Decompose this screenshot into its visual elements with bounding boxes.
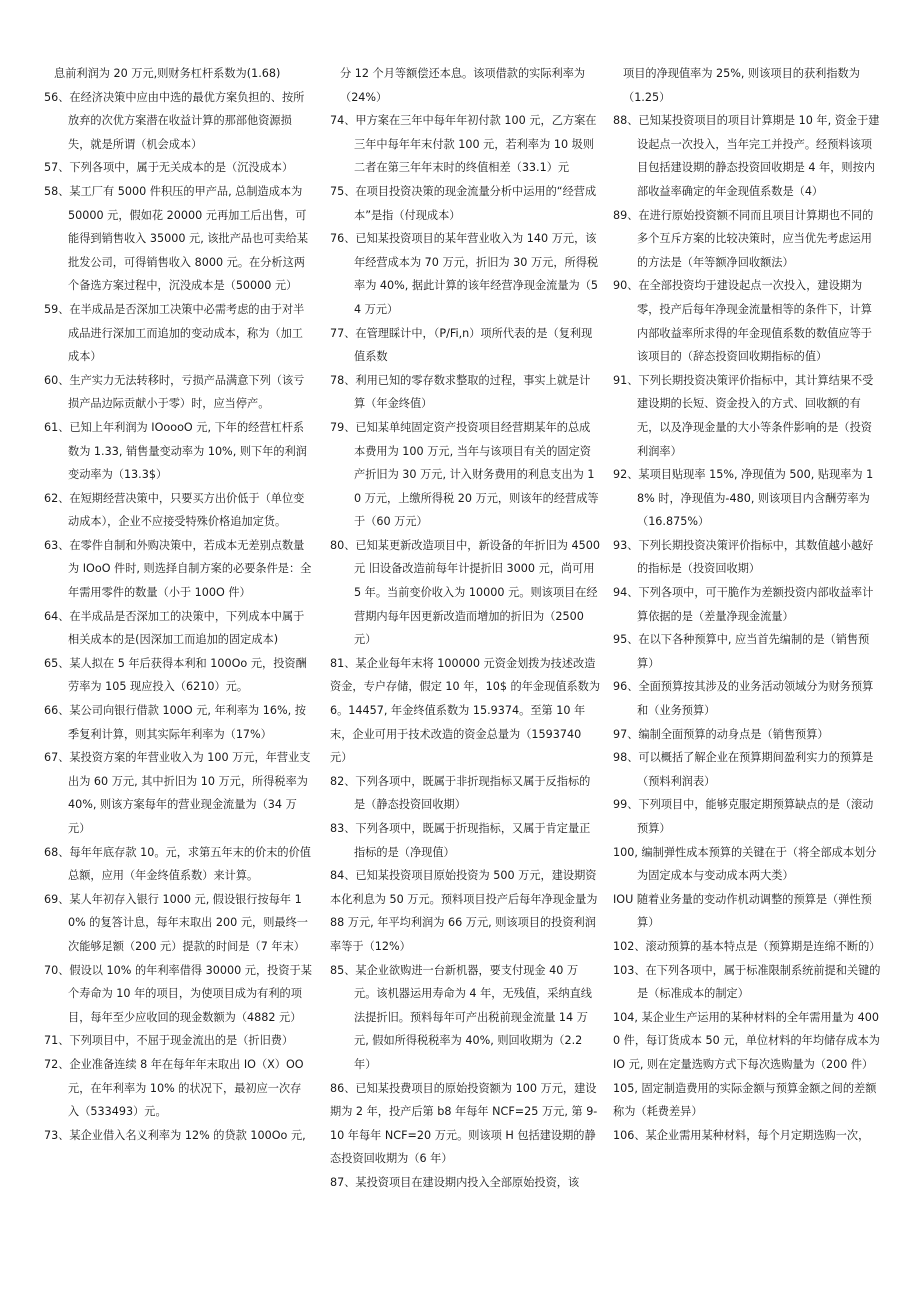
question-item: 85、某企业欲购进一台新机器，要支付现金 40 万元。该机器运用寿命为 4 年，无残值，采纳直线法提折旧。预料每年可产出税前现金流量 14 万元, 假如所得税税率为 40%, 则回收期为（2.2 年） bbox=[330, 963, 592, 1071]
question-item: 66、某公司向银行借款 100O 元, 年利率为 16%, 按季复利计算，则其实际年利率为（17%） bbox=[44, 704, 306, 741]
question-item: 84、已知某投资项目原始投资为 500 万元，建设期资本化利息为 50 万元。预料项目投产后每年净现金量为 88 万元, 年平均利润为 66 万元, 则该项目的投资利润率等于（12%） bbox=[330, 869, 598, 953]
question-item: 60、生产实力无法转移时，亏损产品满意下列（该亏损产品边际贡献小于零）时，应当停产。 bbox=[44, 373, 305, 411]
question-item: 96、全面预算按其涉及的业务活动领域分为财务预算和（业务预算） bbox=[613, 680, 874, 718]
question-item: 90、在全部投资均于建设起点一次投入，建设期为零，投产后每年净现金流量相等的条件下，计算内部收益率所求得的年金现值系数的数值应等于该项目的（辞态投资回收期指标的值） bbox=[613, 279, 872, 364]
question-item: 70、假设以 10% 的年利率借得 30000 元，投资于某个寿命为 10 年的项目，为使项目成为有利的项目，每年至少应收回的现金数额为（4882 元） bbox=[44, 963, 312, 1024]
question-item: 78、利用已知的零存数求整取的过程，事实上就是计算（年金终值） bbox=[330, 373, 591, 411]
question-item: 69、某人年初存入银行 1000 元, 假设银行按每年 10% 的复答计息，每年末取出 200 元，则最终一次能够足额（200 元）提款的时间是（7 年末） bbox=[44, 892, 308, 953]
question-item: 87、某投资项目在建设期内投入全部原始投资，该 bbox=[330, 1175, 580, 1189]
question-item: 83、下列各项中，既属于折现指标，又属于肯定量正指标的是（净现值） bbox=[330, 822, 591, 859]
question-item: 88、已知某投资项目的项目计算期是 10 年, 资金于建设起点一次投入，当年完工并投产。经预料该项目包括建设期的静态投资回收期是 4 年，则按内部收益率确定的年金现值系数是（4） bbox=[613, 114, 880, 198]
question-item: 56、在经济决策中应由中选的最优方案负担的、按所放弃的次优方案潜在收益计算的那部他资源损失，就是所谓（机会成本） bbox=[44, 90, 305, 151]
question-item: 106、某企业需用某种材料，每个月定期选购一次， bbox=[613, 1128, 870, 1142]
question-item: IOU 随着业务量的变动作机动调整的预算是（弹性预算） bbox=[613, 892, 872, 930]
question-item: 77、在管理睬计中，（P/Fi,n）项所代表的是（复利现值系数 bbox=[330, 326, 593, 364]
question-item: 79、已知某单纯固定资产投资项目经营期某年的总成本费用为 100 万元, 当年与该项目有关的固定资产折旧为 30 万元, 计入财务费用的利息支出为 10 万元，上缴所得税 20 万元，则该年的经营成等于（60 万元） bbox=[330, 420, 599, 529]
question-item: 94、下列各项中，可干脆作为差额投资内部收益率计算依据的是（差量净现金流量） bbox=[613, 586, 874, 623]
question-item: 59、在半成品是否深加工决策中必需考虑的由于对半成品进行深加工而追加的变动成本，称为（加工成本） bbox=[44, 302, 305, 364]
column-right bbox=[613, 62, 881, 1147]
question-item: 86、已知某投费项目的原始投资额为 100 万元，建设期为 2 年，投产后第 b8 年每年 NCF=25 万元, 第 9-10 年每年 NCF=20 万元。则该项 H 包括建设期的静态投资回收期为（6 年） bbox=[330, 1081, 598, 1166]
question-item: 89、在进行原始投资额不同而且项目计算期也不同的多个互斥方案的比较决策时，应当优先考虑运用的方法是（年等额净回收额法） bbox=[613, 208, 874, 269]
question-item: 61、已知上年利润为 IOoooO 元, 下年的经营杠杆系数为 1.33, 销售量变动率为 10%, 则下年的利润变动率为（13.3$） bbox=[44, 420, 307, 482]
question-item: 80、已知某更新改造项目中，新设备的年折旧为 4500 元 旧设备改造前每年计提折旧 3000 元，尚可用 5 年。当前变价收入为 10000 元。则该项目在经营期内每年因更新改造而增加的折旧为（2500 元） bbox=[330, 538, 601, 647]
question-item: 105, 固定制造费用的实际金额与预算金额之间的差额称为（耗费差异） bbox=[613, 1081, 877, 1119]
question-item: 71、下列项目中，不屈于现金流出的是（折旧费） bbox=[44, 1034, 294, 1048]
question-item: 76、已知某投资项目的某年营业收入为 140 万元，该年经营成本为 70 万元，折旧为 30 万元，所得税率为 40%, 据此计算的该年经营净现金流量为（54 万元） bbox=[330, 232, 599, 316]
question-item: 74、甲方案在三年中每年年初付款 100 元，乙方案在三年中每年年末付款 100 元，若利率为 10 圾则二者在第三年年末时的终值相差（33.1）元 bbox=[330, 114, 597, 175]
column-middle bbox=[330, 62, 600, 1195]
question-item: 103、在下列各项中，属于标准限制系统前提和关键的是（标准成本的制定） bbox=[613, 963, 881, 1001]
question-item: 73、某企业借入名义利率为 12% 的贷款 100Oo 元, bbox=[44, 1128, 306, 1142]
question-item: 项目的净现值率为 25%, 则该项目的获利指数为（1.25） bbox=[623, 67, 860, 104]
question-item: 67、某投资方案的年营业收入为 100 万元，年营业支出为 60 万元, 其中折旧为 10 万元，所得税率为 40%, 则该方案每年的营业现金流量为（34 万元） bbox=[44, 751, 311, 835]
question-item: 72、企业准备连续 8 年在每年年末取出 IO（X）OO 元，在年利率为 10% 的状况下，最初应一次存入（533493）元。 bbox=[44, 1057, 304, 1119]
question-item: 63、在零件自制和外购决策中，若成本无差别点数量为 IOoO 件时, 则选择自制方案的必要条件是：全年需用零件的数量（小于 100O 件） bbox=[44, 538, 312, 600]
question-item: 息前利润为 20 万元,则财务杠杆系数为(1.68) bbox=[54, 67, 281, 80]
question-item: 92、某项目贴现率 15%, 净现值为 500, 贴现率为 18% 时，净现值为-480, 则该项目内含酬劳率为（16.875%） bbox=[613, 468, 874, 529]
question-item: 99、下列项目中，能够克服定期预算缺点的是（滚动预算） bbox=[613, 798, 874, 835]
question-item: 57、下列各项中，属于无关成本的是（沉没成本） bbox=[44, 161, 294, 175]
question-item: 97、编制全面预算的动身点是（销售预算） bbox=[613, 727, 829, 741]
question-item: 95、在以下各种预算中, 应当首先编制的是（销售预算） bbox=[613, 633, 870, 670]
question-item: 58、某工厂有 5000 件积压的甲产品, 总制造成本为 50000 元，假如花 20000 元再加工后出售，可能得到销售收入 35000 元, 该批产品也可卖给某批发公司，可得销售收入 8000 元。在分析这两个备选方案过程中，沉没成本是（50000 元） bbox=[44, 184, 309, 293]
column-left bbox=[44, 62, 312, 1147]
question-item: 分 12 个月等额偿还本息。该项借款的实际利率为（24%） bbox=[340, 67, 586, 104]
question-item: 100, 编制弹性成本预算的关键在于（将全部成本划分为固定成本与变动成本两大类） bbox=[613, 845, 877, 883]
question-item: 104, 某企业生产运用的某种材料的全年需用量为 4000 件，每订货成本 50 元，单位材料的年均储存成本为 IO 元, 则在定量选购方式下每次选购量为（200 件） bbox=[613, 1010, 880, 1071]
question-item: 81、某企业每年末将 100000 元资金划拨为技述改造资金，专户存储，假定 10 年，10$ 的年金现值系数为 6。14457, 年金终值系数为 15.9374。至第 10 年末，企业可用于技术改造的资金总量为（1593740 元） bbox=[330, 656, 601, 765]
question-item: 62、在短期经营决策中，只要买方出价低于（单位变动成本），企业不应接受特殊价格追加定货。 bbox=[44, 491, 305, 529]
question-item: 64、在半成品是否深加工的决策中，下列成本中属于相关成本的是(因深加工而追加的固定成本) bbox=[44, 609, 305, 647]
question-item: 75、在项目投资决策的现金流量分析中运用的“经营成本”是指（付现成本） bbox=[330, 184, 597, 222]
question-item: 98、可以概括了解企业在预算期间盈利实力的预算是（预料利润表） bbox=[613, 751, 874, 788]
question-item: 65、某人拟在 5 年后获得本利和 100Oo 元，投资酬劳率为 105 现应投入（6210）元。 bbox=[44, 656, 307, 694]
question-item: 102、滚动预算的基本特点是（预算期是连绵不断的） bbox=[613, 939, 881, 953]
question-item: 91、下列长期投资决策评价指标中，其计算结果不受建设期的长短、资金投入的方式、回收额的有无，以及净现金量的大小等条件影响的是（投资利润率） bbox=[613, 373, 874, 458]
question-item: 68、每年年底存款 10。元，求第五年末的价末的价值总额，应用（年金终值系数）来计算。 bbox=[44, 845, 311, 883]
question-item: 93、下列长期投资决策评价指标中，其数值越小越好的指标是（投资回收期） bbox=[613, 538, 874, 576]
question-item: 82、下列各项中，既属于非折现指标又属于反指标的是（静态投资回收期） bbox=[330, 774, 591, 812]
